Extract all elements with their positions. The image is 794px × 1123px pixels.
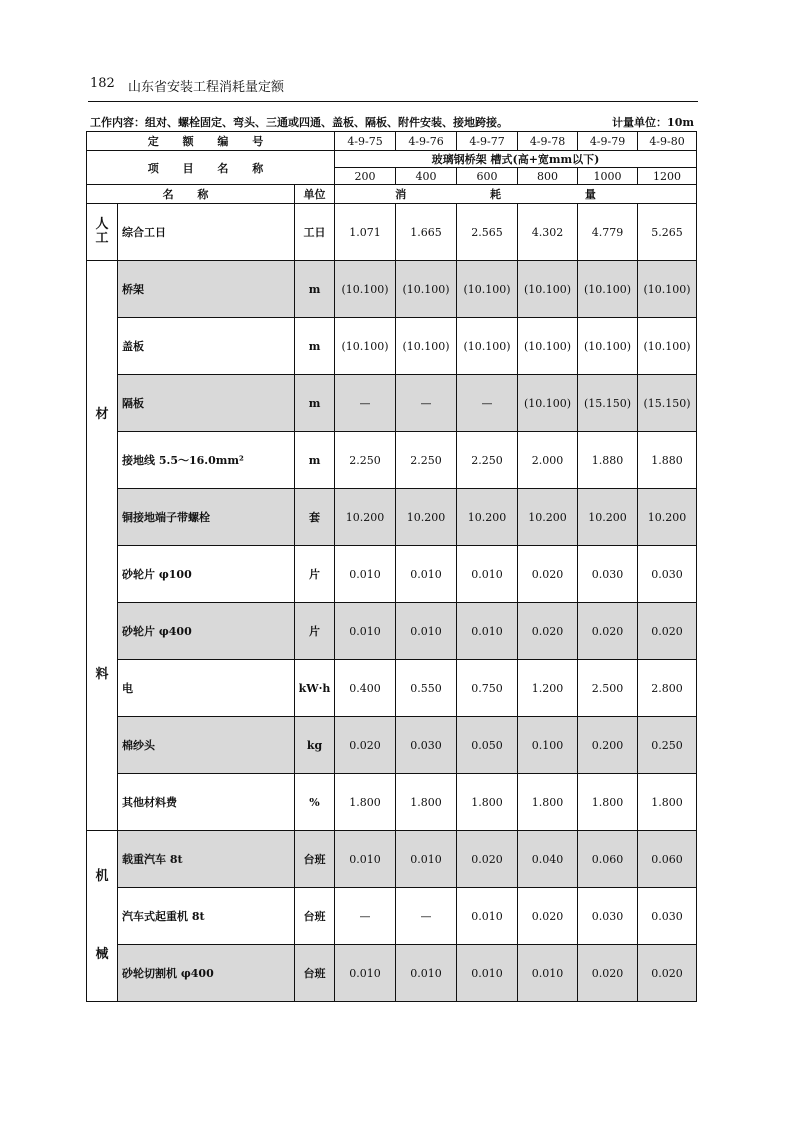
size-cell: 1200 (638, 168, 697, 185)
table-row (87, 432, 697, 489)
page-number: 182 (90, 76, 115, 91)
unit-cell: m (295, 432, 335, 489)
table-row (87, 888, 697, 945)
quota-code-label: 定 额 编 号 (87, 132, 335, 151)
header-rule (88, 101, 698, 102)
item-name-cell: 棉纱头 (118, 717, 295, 774)
value-cell: 0.010 (335, 831, 396, 888)
value-cell: (10.100) (335, 318, 396, 375)
value-cell: 1.800 (457, 774, 518, 831)
book-title: 山东省安装工程消耗量定额 (128, 80, 285, 95)
unit-cell: 台班 (295, 831, 335, 888)
value-cell: 1.880 (578, 432, 638, 489)
item-name-cell: 汽车式起重机 8t (118, 888, 295, 945)
value-cell: 1.880 (638, 432, 697, 489)
value-cell: 1.800 (396, 774, 457, 831)
item-name-cell: 砂轮片 φ400 (118, 603, 295, 660)
value-cell: 0.020 (335, 717, 396, 774)
unit-cell: 工日 (295, 204, 335, 261)
table-row (87, 261, 697, 318)
value-cell: 0.020 (578, 945, 638, 1002)
item-name-cell: 电 (118, 660, 295, 717)
value-cell: (10.100) (396, 261, 457, 318)
value-cell: 0.200 (578, 717, 638, 774)
quota-code: 4-9-77 (457, 132, 518, 151)
consumption-label: 消 耗 量 (335, 185, 697, 204)
value-cell: 0.010 (335, 546, 396, 603)
table-row (87, 660, 697, 717)
value-cell: 4.302 (518, 204, 578, 261)
value-cell: (15.150) (638, 375, 697, 432)
value-cell: — (335, 888, 396, 945)
table-row (87, 546, 697, 603)
column-unit-label: 单位 (295, 185, 335, 204)
value-cell: 1.800 (335, 774, 396, 831)
value-cell: (10.100) (518, 261, 578, 318)
value-cell: (15.150) (578, 375, 638, 432)
value-cell: 0.020 (578, 603, 638, 660)
value-cell: 10.200 (335, 489, 396, 546)
value-cell: 0.060 (638, 831, 697, 888)
value-cell: 10.200 (518, 489, 578, 546)
value-cell: (10.100) (578, 261, 638, 318)
item-name-cell: 隔板 (118, 375, 295, 432)
value-cell: 0.050 (457, 717, 518, 774)
value-cell: 0.400 (335, 660, 396, 717)
measurement-unit: 计量单位：10m (612, 116, 694, 129)
table-row (87, 774, 697, 831)
quota-code: 4-9-80 (638, 132, 697, 151)
quota-code: 4-9-75 (335, 132, 396, 151)
item-name-cell: 盖板 (118, 318, 295, 375)
value-cell: 0.010 (396, 546, 457, 603)
value-cell: 2.000 (518, 432, 578, 489)
table-row (87, 489, 697, 546)
value-cell: 0.010 (457, 888, 518, 945)
value-cell: 0.010 (396, 945, 457, 1002)
table-row (87, 717, 697, 774)
category-cell: 人 工 (87, 204, 118, 261)
value-cell: 10.200 (638, 489, 697, 546)
value-cell: (10.100) (518, 375, 578, 432)
item-name-cell: 铜接地端子带螺栓 (118, 489, 295, 546)
value-cell: (10.100) (396, 318, 457, 375)
table-row (87, 204, 697, 261)
column-name-label: 名 称 (87, 185, 295, 204)
quota-code: 4-9-76 (396, 132, 457, 151)
value-cell: 0.020 (518, 603, 578, 660)
unit-cell: kW·h (295, 660, 335, 717)
unit-cell: 片 (295, 603, 335, 660)
unit-cell: 台班 (295, 888, 335, 945)
unit-cell: 套 (295, 489, 335, 546)
value-cell: 1.665 (396, 204, 457, 261)
unit-cell: % (295, 774, 335, 831)
value-cell: (10.100) (457, 318, 518, 375)
item-name-cell: 载重汽车 8t (118, 831, 295, 888)
item-name-cell: 砂轮切割机 φ400 (118, 945, 295, 1002)
value-cell: 1.800 (638, 774, 697, 831)
value-cell: 5.265 (638, 204, 697, 261)
size-cell: 200 (335, 168, 396, 185)
value-cell: 0.020 (638, 603, 697, 660)
value-cell: (10.100) (457, 261, 518, 318)
value-cell: 0.030 (638, 888, 697, 945)
value-cell: 0.750 (457, 660, 518, 717)
item-name-cell: 综合工日 (118, 204, 295, 261)
value-cell: (10.100) (638, 261, 697, 318)
value-cell: 0.010 (457, 546, 518, 603)
value-cell: 0.020 (518, 546, 578, 603)
value-cell: 0.020 (518, 888, 578, 945)
category-cell: 材 料 (87, 261, 118, 831)
value-cell: 0.100 (518, 717, 578, 774)
unit-cell: m (295, 318, 335, 375)
size-cell: 1000 (578, 168, 638, 185)
value-cell: 0.030 (578, 888, 638, 945)
table-row (87, 831, 697, 888)
value-cell: 0.030 (396, 717, 457, 774)
size-cell: 400 (396, 168, 457, 185)
value-cell: 1.800 (578, 774, 638, 831)
value-cell: 4.779 (578, 204, 638, 261)
value-cell: 2.250 (396, 432, 457, 489)
item-name-cell: 其他材料费 (118, 774, 295, 831)
value-cell: 0.010 (335, 945, 396, 1002)
table-row (87, 603, 697, 660)
value-cell: (10.100) (518, 318, 578, 375)
value-cell: 10.200 (457, 489, 518, 546)
quota-table (86, 131, 697, 1002)
value-cell: 0.020 (457, 831, 518, 888)
value-cell: 2.565 (457, 204, 518, 261)
item-name-cell: 接地线 5.5～16.0mm² (118, 432, 295, 489)
item-name-label: 项 目 名 称 (87, 151, 335, 185)
value-cell: 0.040 (518, 831, 578, 888)
quota-code: 4-9-79 (578, 132, 638, 151)
table-row (87, 945, 697, 1002)
value-cell: 0.010 (457, 603, 518, 660)
value-cell: 10.200 (578, 489, 638, 546)
value-cell: 0.010 (335, 603, 396, 660)
value-cell: 1.800 (518, 774, 578, 831)
value-cell: 0.010 (518, 945, 578, 1002)
value-cell: 0.010 (396, 831, 457, 888)
unit-cell: 片 (295, 546, 335, 603)
item-name-cell: 砂轮片 φ100 (118, 546, 295, 603)
size-cell: 800 (518, 168, 578, 185)
value-cell: 10.200 (396, 489, 457, 546)
value-cell: 2.800 (638, 660, 697, 717)
table-row (87, 318, 697, 375)
unit-cell: m (295, 375, 335, 432)
value-cell: 2.500 (578, 660, 638, 717)
value-cell: 0.030 (578, 546, 638, 603)
value-cell: — (335, 375, 396, 432)
table-row (87, 375, 697, 432)
unit-cell: kg (295, 717, 335, 774)
value-cell: 2.250 (457, 432, 518, 489)
quota-code: 4-9-78 (518, 132, 578, 151)
value-cell: 0.010 (457, 945, 518, 1002)
page-header (90, 72, 698, 102)
value-cell: 0.060 (578, 831, 638, 888)
item-title: 玻璃钢桥架 槽式(高+宽mm以下) (335, 151, 697, 168)
size-cell: 600 (457, 168, 518, 185)
value-cell: (10.100) (638, 318, 697, 375)
value-cell: 1.071 (335, 204, 396, 261)
unit-cell: 台班 (295, 945, 335, 1002)
value-cell: — (396, 375, 457, 432)
value-cell: 2.250 (335, 432, 396, 489)
value-cell: (10.100) (335, 261, 396, 318)
category-cell: 机 械 (87, 831, 118, 1002)
value-cell: 0.010 (396, 603, 457, 660)
value-cell: 1.200 (518, 660, 578, 717)
value-cell: 0.020 (638, 945, 697, 1002)
value-cell: 0.250 (638, 717, 697, 774)
value-cell: (10.100) (578, 318, 638, 375)
value-cell: — (396, 888, 457, 945)
value-cell: 0.030 (638, 546, 697, 603)
unit-cell: m (295, 261, 335, 318)
value-cell: — (457, 375, 518, 432)
value-cell: 0.550 (396, 660, 457, 717)
item-name-cell: 桥架 (118, 261, 295, 318)
work-content: 工作内容：组对、螺栓固定、弯头、三通或四通、盖板、隔板、附件安装、接地跨接。 (90, 116, 508, 129)
